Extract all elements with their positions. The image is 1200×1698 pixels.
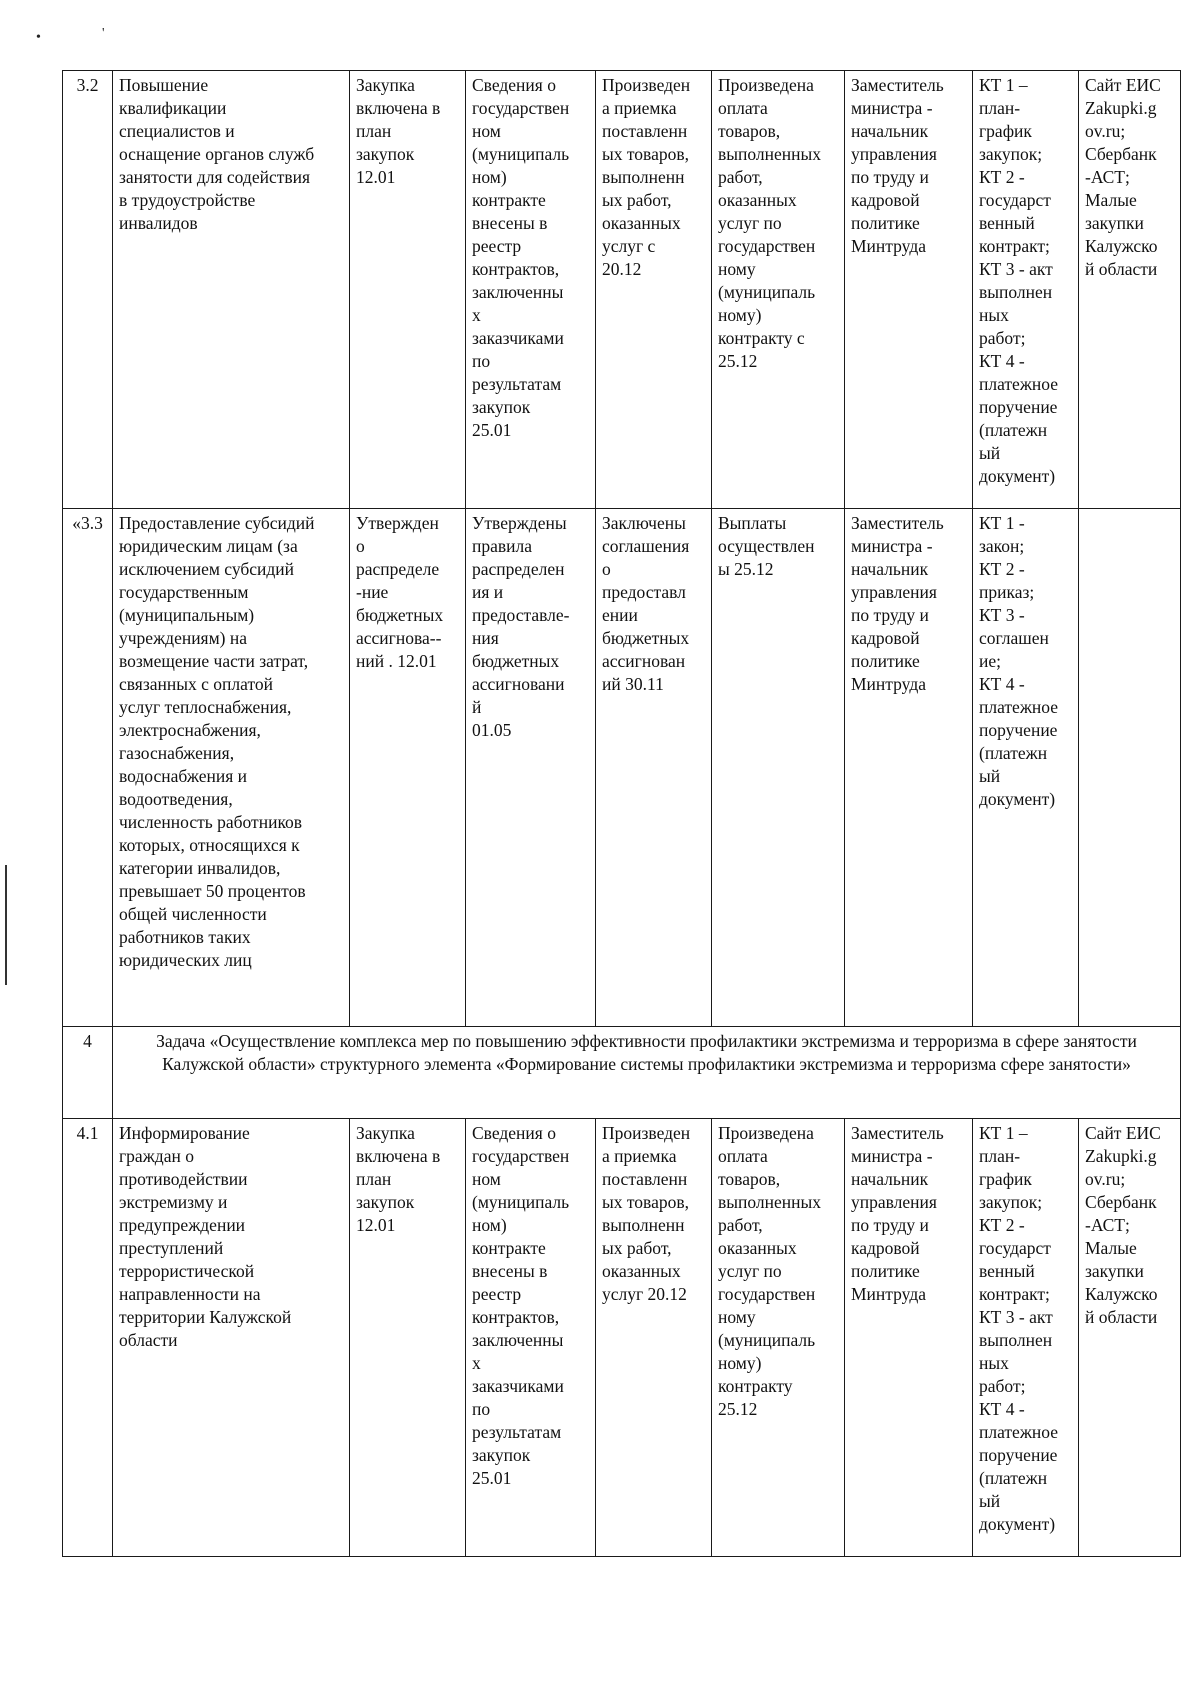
control-point-2: Сведения о государствен ном (муниципаль ном) контракте внесены в реестр контрактов, заключенны х заказчиками по результатам закупок 25.01 bbox=[466, 1119, 596, 1557]
row-number: 3.2 bbox=[63, 71, 113, 509]
responsible-person: Заместитель министра - начальник управления по труду и кадровой политике Минтруда bbox=[845, 509, 973, 1027]
table-row bbox=[63, 1119, 1181, 1557]
responsible-person: Заместитель министра - начальник управления по труду и кадровой политике Минтруда bbox=[845, 1119, 973, 1557]
row-number: «3.3 bbox=[63, 509, 113, 1027]
control-point-1: Утвержден о распределе -ние бюджетных ассигнова-- ний . 12.01 bbox=[350, 509, 466, 1027]
confirming-documents: КТ 1 - закон; КТ 2 - приказ; КТ 3 - соглашен ие; КТ 4 - платежное поручение (платежн ый документ) bbox=[973, 509, 1079, 1027]
control-point-3: Произведен а приемка поставленн ых товаров, выполненн ых работ, оказанных услуг 20.12 bbox=[596, 1119, 712, 1557]
row-number: 4 bbox=[63, 1027, 113, 1119]
control-point-2: Сведения о государствен ном (муниципаль ном) контракте внесены в реестр контрактов, заключенны х заказчиками по результатам закупок 25.01 bbox=[466, 71, 596, 509]
event-name: Предоставление субсидий юридическим лицам (за исключением субсидий государственным (муниципальным) учреждениям) на возмещение части затрат, связанных с оплатой услуг теплоснабжения, электроснабжения, газоснабжения, водоснабжения и водоотведения, численность работников которых, относящихся к категории инвалидов, превышает 50 процентов общей численности работников таких юридических лиц bbox=[113, 509, 350, 1027]
table-row bbox=[63, 71, 1181, 509]
control-point-1: Закупка включена в план закупок 12.01 bbox=[350, 71, 466, 509]
task-description: Задача «Осуществление комплекса мер по повышению эффективности профилактики экстремизма и терроризма в сфере занятости Калужской области» структурного элемента «Формирование системы профилактики экстремизма и терроризма сфере занятости» bbox=[113, 1027, 1181, 1119]
margin-scan-line bbox=[5, 865, 7, 985]
confirming-documents: КТ 1 – план- график закупок; КТ 2 - государст венный контракт; КТ 3 - акт выполнен ных работ; КТ 4 - платежное поручение (платежн ый документ) bbox=[973, 1119, 1079, 1557]
scan-dot-mark: • bbox=[36, 30, 41, 45]
information-source bbox=[1079, 509, 1181, 1027]
information-source: Сайт ЕИС Zakupki.g ov.ru; Сбербанк -АСТ; Малые закупки Калужско й области bbox=[1079, 1119, 1181, 1557]
control-point-3: Произведен а приемка поставленн ых товаров, выполненн ых работ, оказанных услуг с 20.12 bbox=[596, 71, 712, 509]
table-row bbox=[63, 509, 1181, 1027]
control-point-1: Закупка включена в план закупок 12.01 bbox=[350, 1119, 466, 1557]
control-point-4: Произведена оплата товаров, выполненных работ, оказанных услуг по государствен ному (муниципаль ному) контракту 25.12 bbox=[712, 1119, 845, 1557]
event-name: Информирование граждан о противодействии экстремизму и предупреждении преступлений террористической направленности на территории Калужской области bbox=[113, 1119, 350, 1557]
row-number: 4.1 bbox=[63, 1119, 113, 1557]
task-row bbox=[63, 1027, 1181, 1119]
control-points-table bbox=[62, 70, 1181, 1557]
control-point-3: Заключены соглашения о предоставл ении бюджетных ассигнован ий 30.11 bbox=[596, 509, 712, 1027]
control-point-4: Произведена оплата товаров, выполненных работ, оказанных услуг по государствен ному (муниципаль ному) контракту с 25.12 bbox=[712, 71, 845, 509]
event-name: Повышение квалификации специалистов и оснащение органов служб занятости для содействия в трудоустройстве инвалидов bbox=[113, 71, 350, 509]
information-source: Сайт ЕИС Zakupki.g ov.ru; Сбербанк -АСТ; Малые закупки Калужско й области bbox=[1079, 71, 1181, 509]
control-point-2: Утверждены правила распределен ия и предоставле- ния бюджетных ассигновани й 01.05 bbox=[466, 509, 596, 1027]
responsible-person: Заместитель министра - начальник управления по труду и кадровой политике Минтруда bbox=[845, 71, 973, 509]
control-point-4: Выплаты осуществлен ы 25.12 bbox=[712, 509, 845, 1027]
confirming-documents: КТ 1 – план- график закупок; КТ 2 - государст венный контракт; КТ 3 - акт выполнен ных работ; КТ 4 - платежное поручение (платежн ый документ) bbox=[973, 71, 1079, 509]
scan-tick-mark: ' bbox=[102, 26, 105, 41]
